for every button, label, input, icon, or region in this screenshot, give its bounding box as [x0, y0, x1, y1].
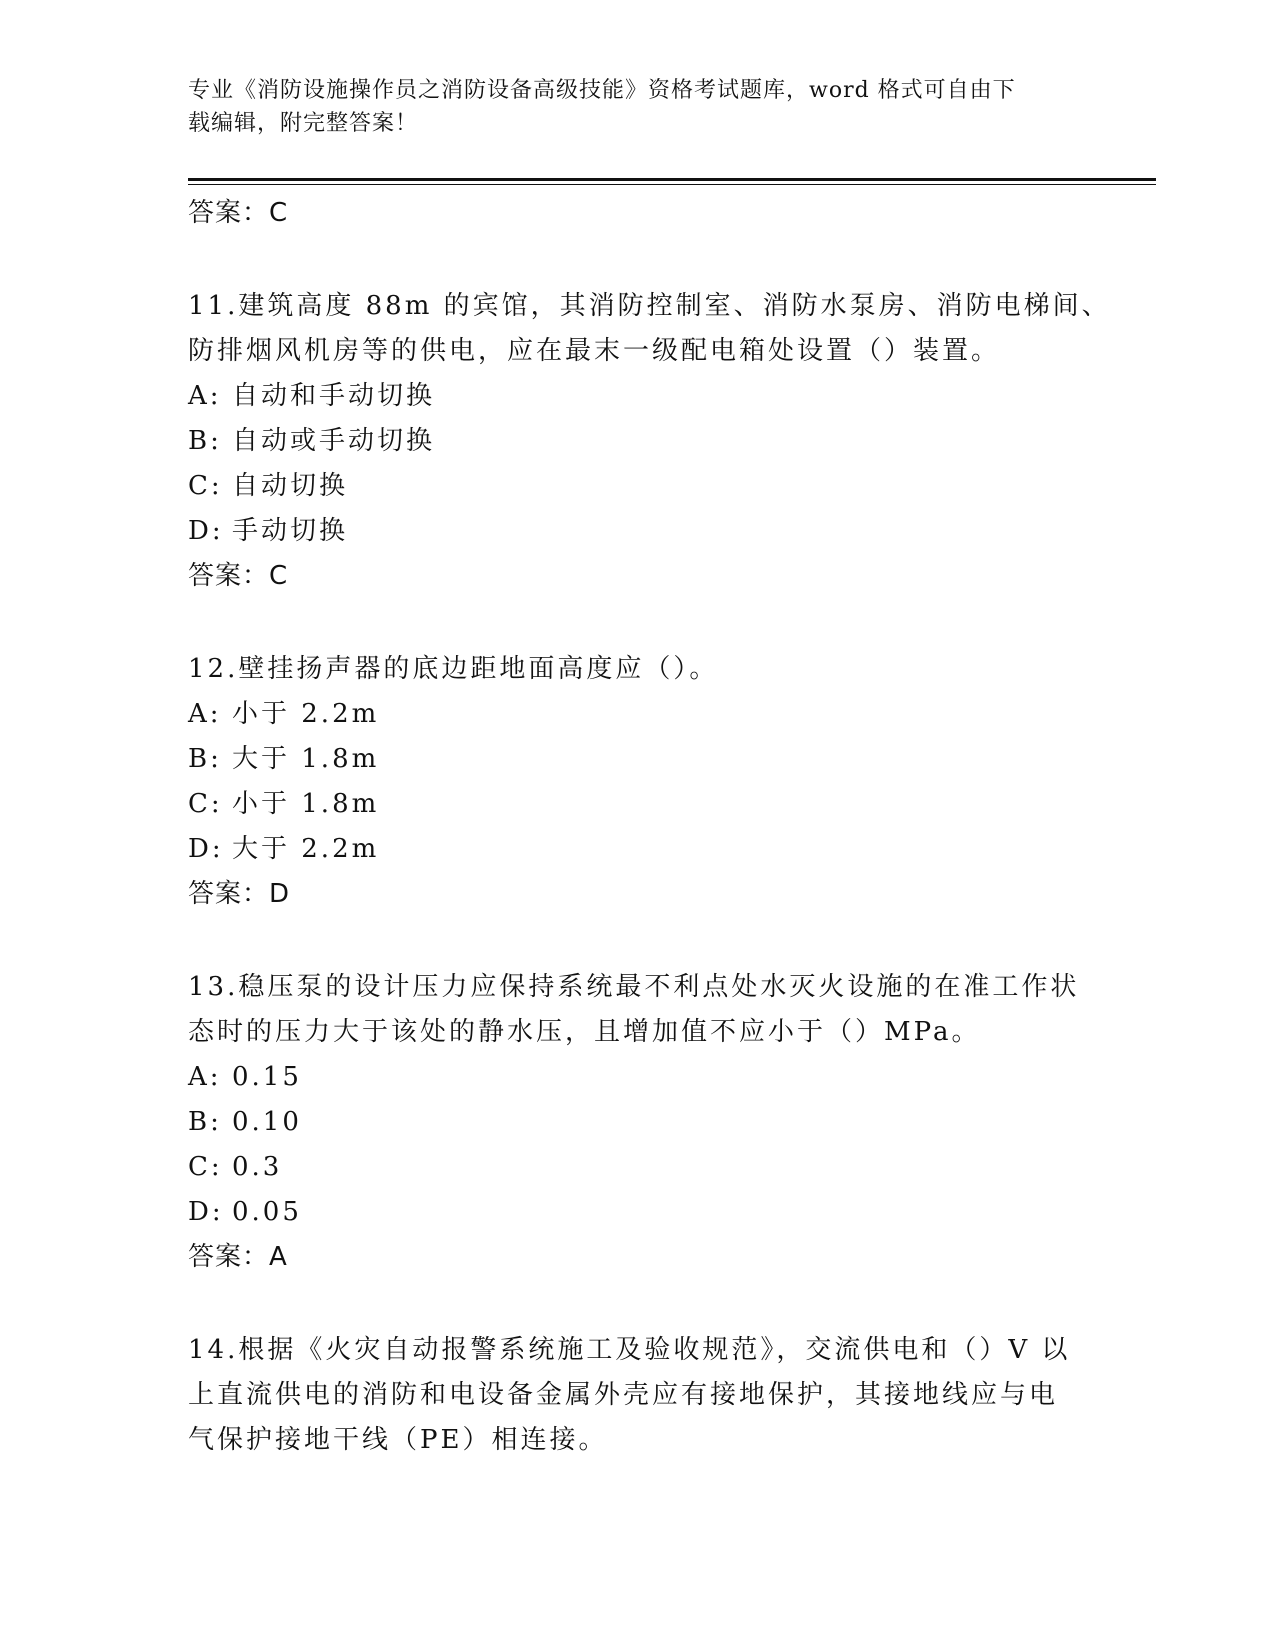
option-label: C:: [188, 1152, 223, 1182]
option-label: D:: [188, 834, 224, 864]
answer-option: [188, 419, 1088, 464]
option-text: 小于 1.8m: [232, 789, 380, 819]
question-answer: 答案：D: [188, 879, 291, 909]
option-text: 自动和手动切换: [232, 381, 436, 411]
question-stem-line: 态时的压力大于该处的静水压，且增加值不应小于（）MPa。: [188, 1017, 981, 1047]
option-label: C:: [188, 789, 223, 819]
question-block: [188, 965, 1088, 1280]
header-line-2: 载编辑，附完整答案！: [188, 111, 419, 136]
header-line-1: 专业《消防设施操作员之消防设备高级技能》资格考试题库，word 格式可自由下: [188, 78, 1016, 103]
option-label: A:: [188, 699, 222, 729]
document-header: [188, 74, 1068, 140]
answer-option: [188, 782, 1088, 827]
question-answer: 答案：A: [188, 1242, 288, 1272]
header-divider-thin: [188, 184, 1156, 185]
question-stem-line: 11.建筑高度 88m 的宾馆，其消防控制室、消防水泵房、消防电梯间、: [188, 291, 1111, 321]
question-stem-line: 12.壁挂扬声器的底边距地面高度应（）。: [188, 654, 719, 684]
question-list: [188, 190, 1111, 1463]
question-stem-line: 气保护接地干线（PE）相连接。: [188, 1425, 608, 1455]
question-answer: 答案：C: [188, 561, 289, 591]
option-label: B:: [188, 744, 222, 774]
option-text: 自动切换: [232, 471, 349, 501]
answer-option: [188, 827, 1088, 872]
option-label: D:: [188, 516, 224, 546]
question-stem-line: 13.稳压泵的设计压力应保持系统最不利点处水灭火设施的在准工作状: [188, 972, 1080, 1002]
option-label: A:: [188, 381, 222, 411]
question-block: [188, 647, 1088, 917]
answer-option: [188, 692, 1088, 737]
option-label: D:: [188, 1197, 224, 1227]
option-text: 小于 2.2m: [232, 699, 380, 729]
questions-container: [188, 284, 1111, 1463]
answer-option: [188, 1145, 1088, 1190]
answer-option: [188, 464, 1088, 509]
header-divider-thick: [188, 178, 1156, 181]
answer-option: [188, 509, 1088, 554]
option-text: 0.05: [232, 1197, 302, 1227]
question-block: [188, 1328, 1088, 1463]
question-stem-line: 14.根据《火灾自动报警系统施工及验收规范》，交流供电和（）V 以: [188, 1335, 1071, 1365]
question-stem-line: 防排烟风机房等的供电，应在最末一级配电箱处设置（）装置。: [188, 336, 1001, 366]
answer-option: [188, 374, 1088, 419]
question-stem-line: 上直流供电的消防和电设备金属外壳应有接地保护，其接地线应与电: [188, 1380, 1059, 1410]
option-label: B:: [188, 1107, 222, 1137]
answer-option: [188, 1055, 1088, 1100]
answer-option: [188, 737, 1088, 782]
question-block: [188, 284, 1111, 599]
option-text: 自动或手动切换: [232, 426, 436, 456]
option-text: 0.3: [232, 1152, 283, 1182]
answer-option: [188, 1100, 1088, 1145]
option-label: B:: [188, 426, 222, 456]
option-text: 0.15: [232, 1062, 302, 1092]
option-text: 0.10: [232, 1107, 302, 1137]
option-label: A:: [188, 1062, 222, 1092]
option-label: C:: [188, 471, 223, 501]
option-text: 大于 2.2m: [232, 834, 380, 864]
option-text: 大于 1.8m: [232, 744, 380, 774]
previous-answer: 答案：C: [188, 198, 289, 228]
answer-option: [188, 1190, 1088, 1235]
option-text: 手动切换: [232, 516, 349, 546]
